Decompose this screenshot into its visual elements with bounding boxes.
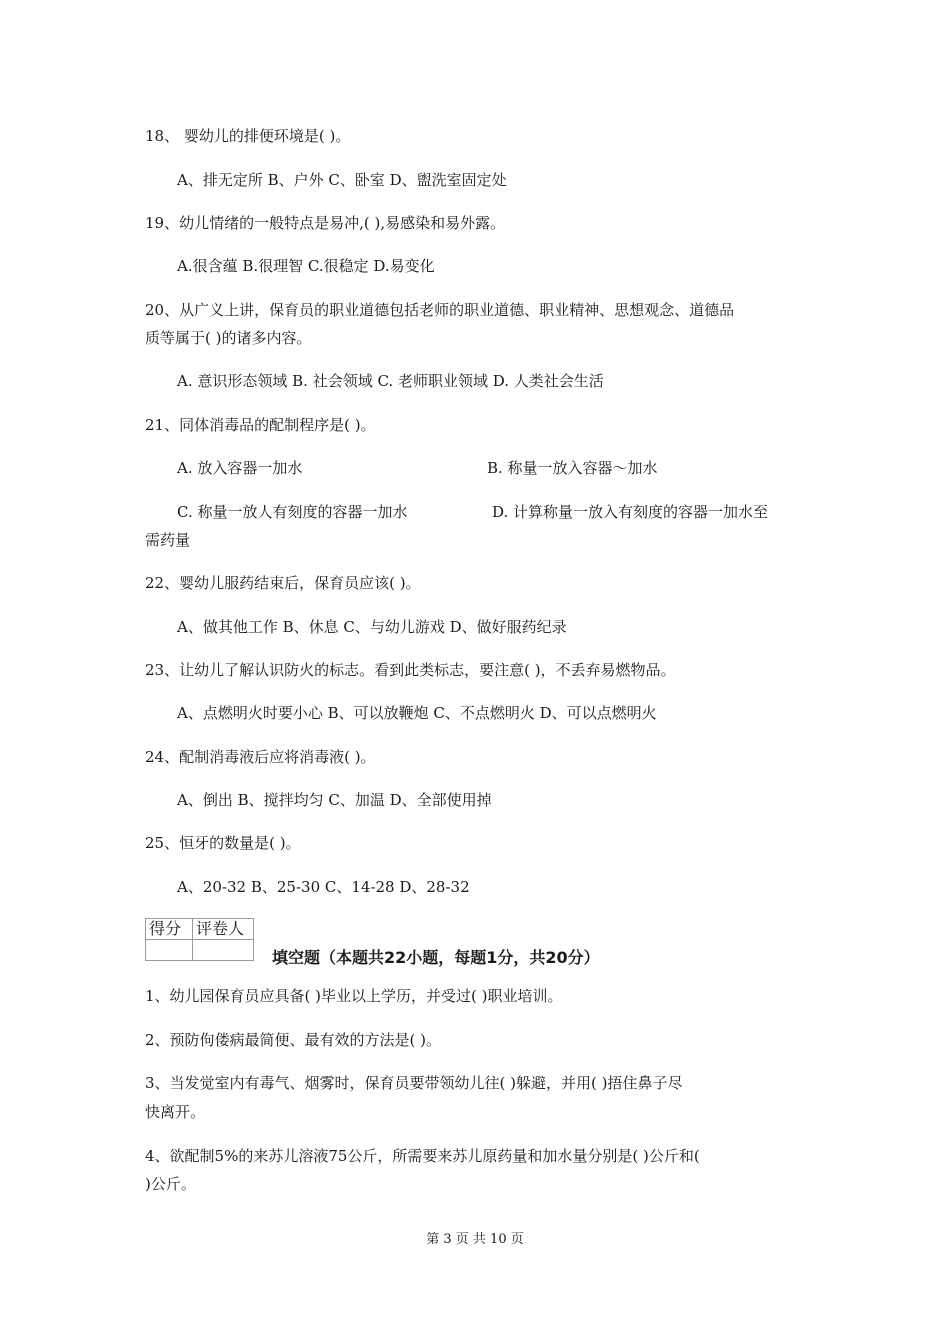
question-20-options: A. 意识形态领域 B. 社会领域 C. 老师职业领域 D. 人类社会生活 <box>177 372 604 390</box>
question-23-stem: 23、让幼儿了解认识防火的标志。看到此类标志，要注意( )，不丢弃易燃物品。 <box>145 661 676 679</box>
score-box <box>145 918 254 961</box>
question-19-stem: 19、幼儿情绪的一般特点是易冲,( ),易感染和易外露。 <box>145 214 506 232</box>
page-footer: 第 3 页 共 10 页 <box>426 1232 524 1247</box>
grader-cell[interactable] <box>193 940 254 961</box>
grader-label: 评卷人 <box>193 919 254 940</box>
question-19-options: A.很含蕴 B.很理智 C.很稳定 D.易变化 <box>177 257 435 275</box>
question-18-stem: 18、 婴幼儿的排便环境是( )。 <box>145 127 351 145</box>
question-21-option-c: C. 称量一放人有刻度的容器一加水 <box>177 503 408 521</box>
question-22-options: A、做其他工作 B、休息 C、与幼儿游戏 D、做好服药纪录 <box>177 618 567 636</box>
fill-in-1: 1、幼儿园保育员应具备( )毕业以上学历，并受过( )职业培训。 <box>145 987 563 1005</box>
question-20-stem-line1: 20、从广义上讲，保育员的职业道德包括老师的职业道德、职业精神、思想观念、道德品 <box>145 301 735 319</box>
question-21-option-a: A. 放入容器一加水 <box>177 459 303 477</box>
question-21-option-d: D. 计算称量一放入有刻度的容器一加水至 <box>492 503 769 521</box>
question-25-options: A、20-32 B、25-30 C、14-28 D、28-32 <box>177 878 470 896</box>
section-title: 填空题（本题共22小题，每题1分，共20分） <box>272 948 600 967</box>
score-label: 得分 <box>146 919 193 940</box>
question-24-options: A、倒出 B、搅拌均匀 C、加温 D、全部使用掉 <box>177 791 492 809</box>
fill-in-4-line1: 4、欲配制5%的来苏儿溶液75公斤，所需要来苏儿原药量和加水量分别是( )公斤和( <box>145 1147 700 1165</box>
question-21-option-b: B. 称量一放入容器～加水 <box>487 459 658 477</box>
question-22-stem: 22、婴幼儿服药结束后，保育员应该( )。 <box>145 574 421 592</box>
score-cell[interactable] <box>146 940 193 961</box>
question-21-stem: 21、同体消毒品的配制程序是( )。 <box>145 416 376 434</box>
fill-in-2: 2、预防佝偻病最简便、最有效的方法是( )。 <box>145 1031 442 1049</box>
question-20-stem-line2: 质等属于( )的诸多内容。 <box>145 329 312 347</box>
fill-in-3-line2: 快离开。 <box>145 1103 206 1121</box>
question-24-stem: 24、配制消毒液后应将消毒液( )。 <box>145 748 376 766</box>
question-23-options: A、点燃明火时要小心 B、可以放鞭炮 C、不点燃明火 D、可以点燃明火 <box>177 704 657 722</box>
question-18-options: A、排无定所 B、户外 C、卧室 D、盥洗室固定处 <box>177 171 507 189</box>
fill-in-3-line1: 3、当发觉室内有毒气、烟雾时，保育员要带领幼儿往( )躲避，并用( )捂住鼻子尽 <box>145 1074 683 1092</box>
question-21-option-d-cont: 需药量 <box>145 531 191 549</box>
fill-in-4-line2: )公斤。 <box>145 1175 196 1193</box>
question-25-stem: 25、恒牙的数量是( )。 <box>145 834 301 852</box>
